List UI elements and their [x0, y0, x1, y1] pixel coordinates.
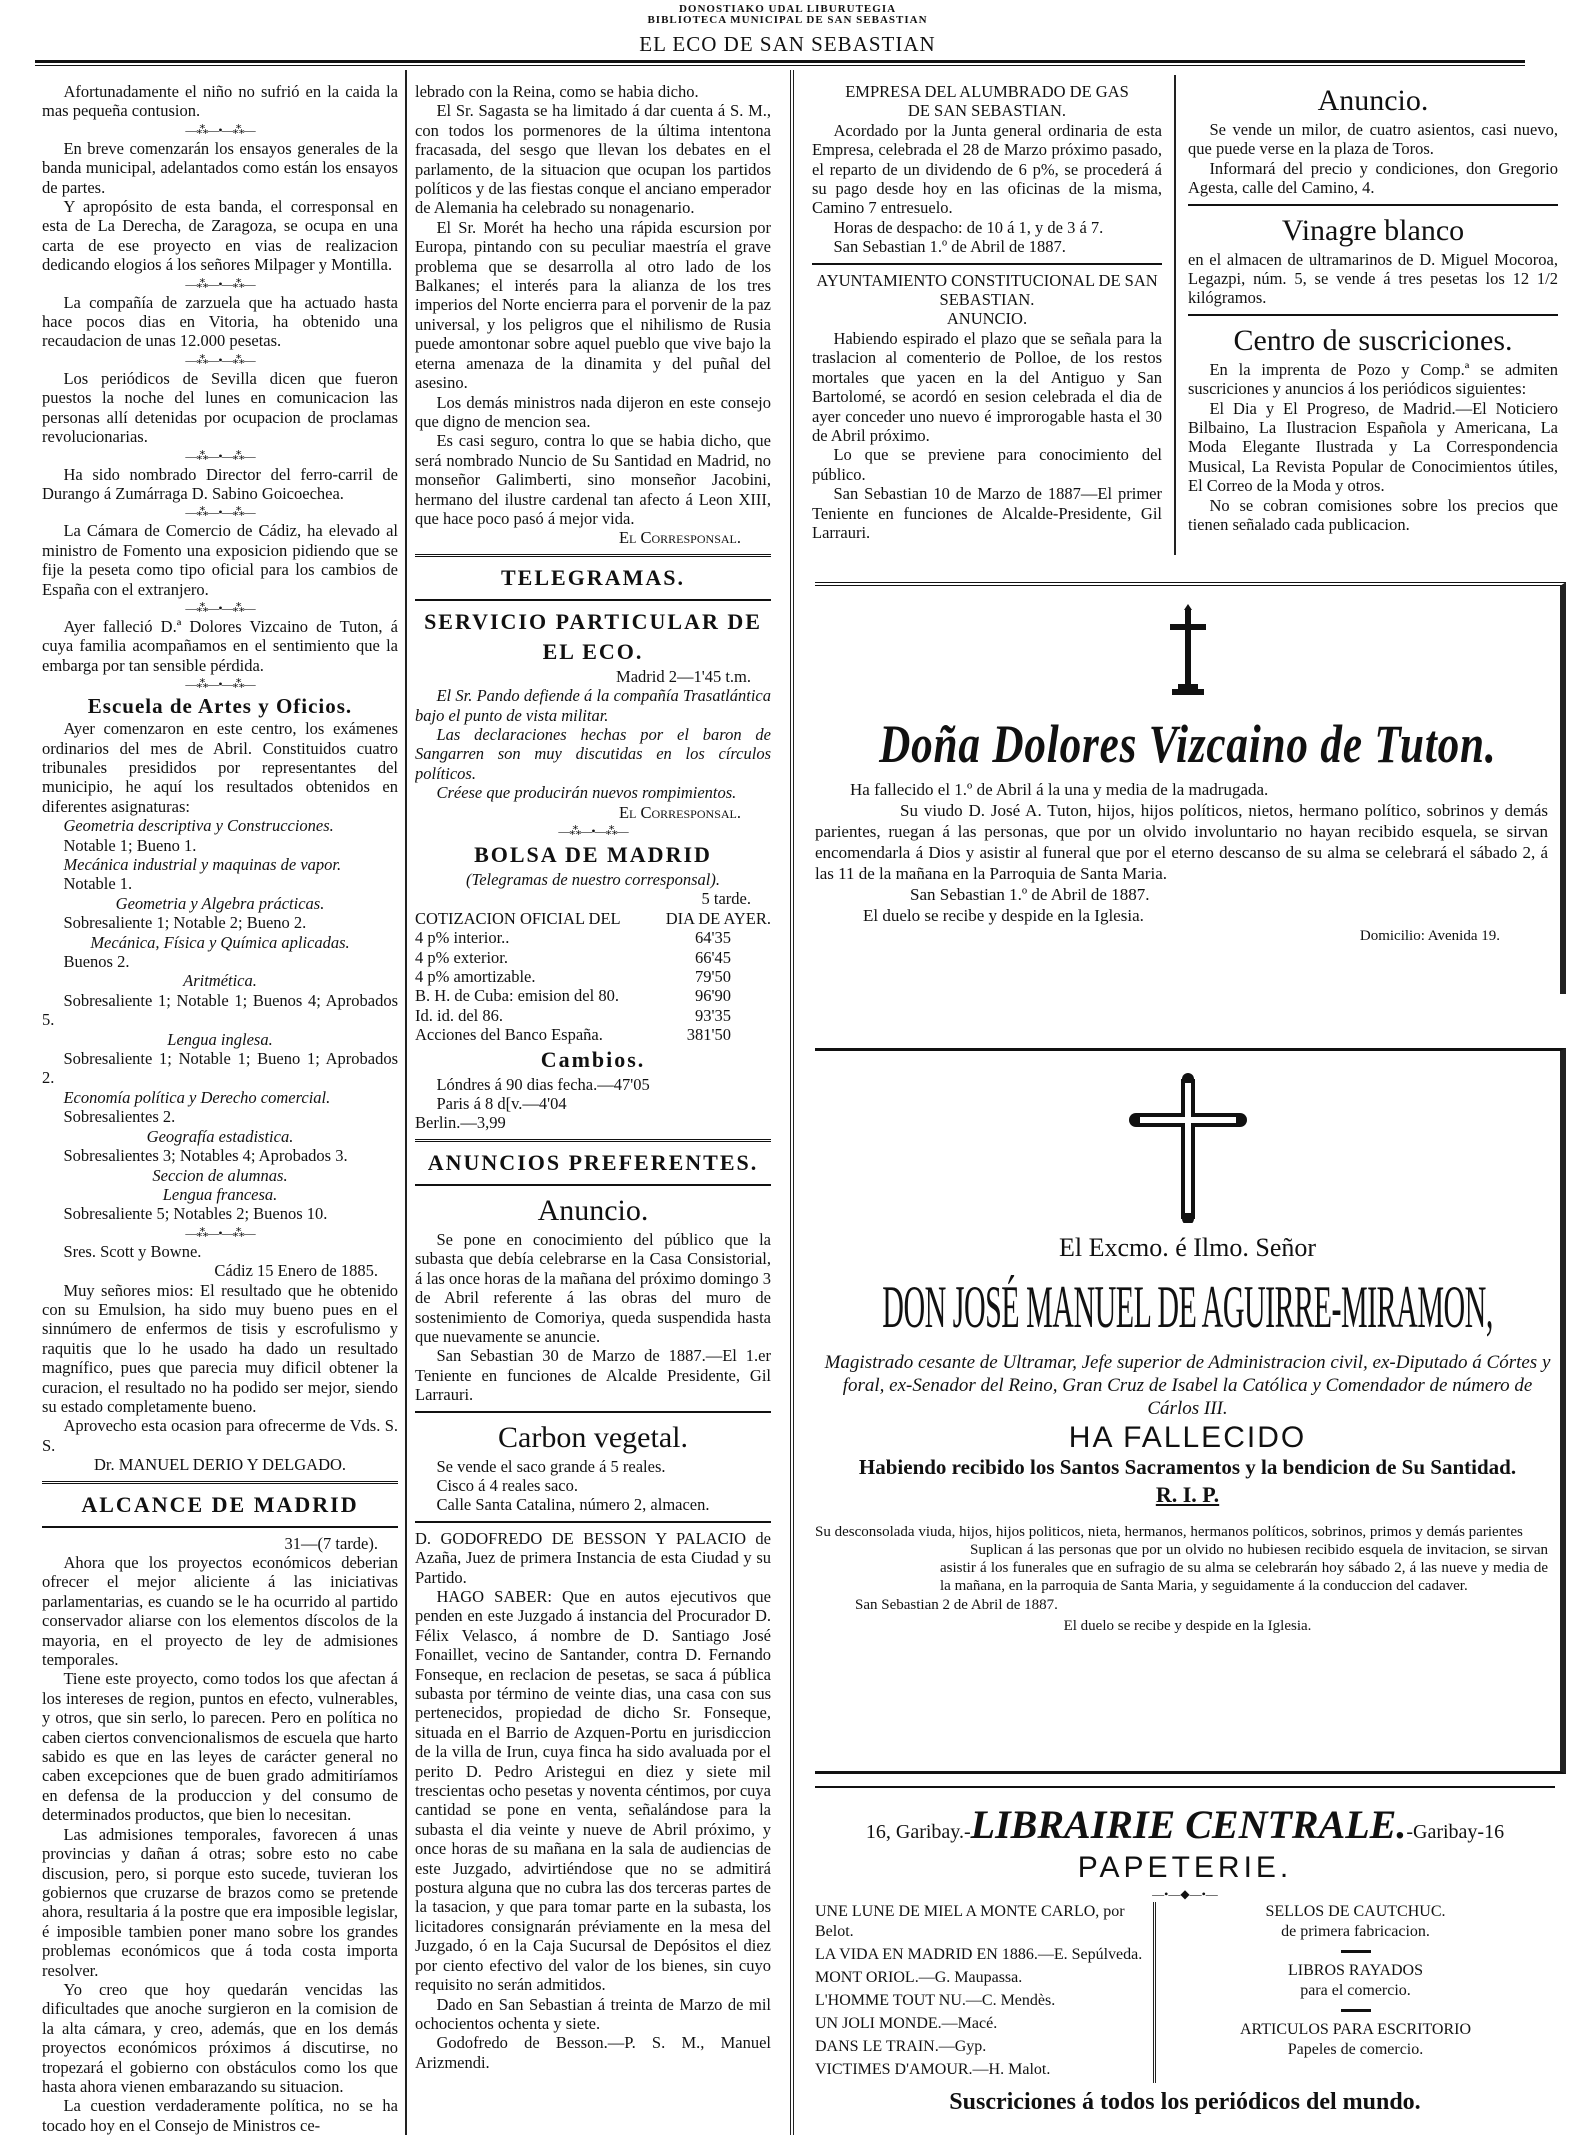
ornament-divider: —⁂—•—⁂—: [185, 600, 255, 615]
paragraph: Aritmética.: [183, 971, 257, 991]
section-heading: Centro de suscriciones.: [1233, 323, 1513, 357]
table-row: [415, 928, 771, 947]
section-heading: Anuncio.: [537, 1193, 649, 1227]
service-sub: para el comercio.: [1300, 1982, 1411, 1999]
section-rule: [415, 1184, 771, 1186]
security-name: Id. id. del 86.: [415, 1005, 503, 1025]
paragraph: lebrado con la Reina, como se habia dicho.: [415, 82, 699, 101]
security-name: 4 p% exterior.: [415, 947, 509, 967]
column-3: [812, 82, 1162, 562]
book-item: LA VIDA EN MADRID EN 1886.—E. Sepúlveda.: [815, 1946, 1143, 1963]
paragraph: Ahora que los proyectos económicos deberian ofrecer el mejor aliciente á las iniciativas parlamentarias, es cuando se le ha ocurrido al partido conservador aliarse con los elementos díscolos de la mayoria, en el proyecto de ley de admisiones temporales.: [42, 1553, 398, 1670]
paragraph: Godofredo de Besson.—P. S. M., Manuel Arizmendi.: [415, 2033, 771, 2072]
column-divider: [790, 70, 794, 2135]
book-item: VICTIMES D'AMOUR.—H. Malot.: [815, 2061, 1051, 2078]
paragraph: San Sebastian 10 de Marzo de 1887—El primer Teniente en funciones de Alcalde-Presidente, Gil Larrauri.: [812, 484, 1162, 542]
section-heading: ALCANCE DE MADRID: [81, 1491, 359, 1517]
paragraph: Sobresaliente 1; Notable 1; Bueno 1; Aprobados 2.: [42, 1049, 398, 1088]
column-4: [1188, 82, 1558, 562]
column-header: COTIZACION OFICIAL DEL: [415, 908, 621, 928]
paragraph: D. GODOFREDO DE BESSON Y PALACIO de Azaña, Juez de primera Instancia de esta Ciudad y su Partido.: [415, 1528, 771, 1587]
section-rule: [812, 263, 1162, 265]
paragraph: Se vende un milor, de cuatro asientos, casi nuevo, que puede verse en la plaza de Toros.: [1188, 120, 1558, 159]
book-item: L'HOMME TOUT NU.—C. Mendès.: [815, 1992, 1056, 2009]
paragraph: 5 tarde.: [701, 889, 751, 909]
paragraph: Aprovecho esta ocasion para ofrecerme de Vds. S. S.: [42, 1416, 398, 1455]
paragraph: Cisco á 4 reales saco.: [436, 1475, 579, 1495]
section-heading: Cambios.: [540, 1046, 646, 1072]
death-date: Ha fallecido el 1.º de Abril á la una y media de la madrugada.: [850, 780, 1269, 799]
paragraph: Dado en San Sebastian á treinta de Marzo de mil ochocientos ochenta y siete.: [415, 1994, 771, 2033]
service-title: LIBROS RAYADOS: [1288, 1962, 1423, 1979]
paragraph: Buenos 2.: [63, 952, 130, 972]
section-heading: ANUNCIOS PREFERENTES.: [427, 1149, 759, 1175]
ornament-divider: —⁂—•—⁂—: [185, 352, 255, 367]
quote-value: 79'50: [695, 967, 731, 987]
column-divider: [1174, 75, 1176, 555]
librairie-header: [815, 1802, 1555, 1848]
quote-value: 66'45: [695, 947, 731, 967]
honorific: El Excmo. é Ilmo. Señor: [1058, 1233, 1317, 1262]
notice-date: San Sebastian 2 de Abril de 1887.: [855, 1597, 1058, 1613]
paragraph: Sobresaliente 5; Notables 2; Buenos 10.: [63, 1204, 328, 1224]
paragraph: Sobresaliente 1; Notable 2; Bueno 2.: [63, 913, 307, 933]
service-item: [1156, 2020, 1555, 2060]
table-row: [415, 1006, 771, 1025]
paragraph: En la imprenta de Pozo y Comp.ª se admiten suscriciones y anuncios á los periódicos siguientes:: [1188, 359, 1558, 399]
book-item: UNE LUNE DE MIEL A MONTE CARLO, por Belot.: [815, 1903, 1125, 1940]
paragraph: Sres. Scott y Bowne.: [63, 1241, 202, 1261]
section-rule: [1188, 314, 1558, 316]
ornament-divider: —⁂—•—⁂—: [185, 505, 255, 520]
family-list: Su desconsolada viuda, hijos, hijos politicos, nieta, hermanos, hermanos políticos, sobrinos, primos y demás parientes: [815, 1524, 1523, 1540]
deceased-name: DON JOSÉ MANUEL DE AGUIRRE-MIRAMON,: [882, 1274, 1493, 1340]
security-name: 4 p% amortizable.: [415, 967, 536, 987]
rip: R. I. P.: [1155, 1482, 1220, 1507]
service-title: ARTICULOS PARA ESCRITORIO: [1239, 2021, 1472, 2038]
paragraph: En breve comenzarán los ensayos generales de la banda municipal, adelantados como están los ensayos de partes.: [42, 138, 398, 197]
paragraph: Sobresaliente 1; Notable 1; Buenos 4; Aprobados 5.: [42, 990, 398, 1030]
paragraph: Cádiz 15 Enero de 1885.: [214, 1261, 378, 1281]
column-divider: [405, 70, 407, 2135]
paragraph: AYUNTAMIENTO CONSTITUCIONAL DE SAN SEBASTIAN.: [816, 270, 1158, 310]
paragraph: Sobresalientes 3; Notables 4; Aprobados 3.: [63, 1146, 348, 1166]
domicilio: Domicilio: Avenida 19.: [1359, 928, 1500, 944]
paragraph: Los demás ministros nada dijeron en este consejo que digno de mencion sea.: [415, 392, 771, 431]
address-left: 16, Garibay.-: [865, 1821, 971, 1843]
paragraph: Economía política y Derecho comercial.: [63, 1087, 331, 1107]
paragraph: No se cobran comisiones sobre los precios que tienen señalado cada publicacion.: [1188, 495, 1558, 535]
table-row: [415, 1025, 771, 1044]
paragraph: El Corresponsal.: [618, 802, 741, 822]
paragraph: La Cámara de Comercio de Cádiz, ha elevado al ministro de Fomento una exposicion pidiendo que se fije la peseta como tipo oficial para los cambios de España con el extranjero.: [42, 521, 398, 599]
stock-quotes-table: [415, 909, 771, 1045]
obituary-dolores-vizcaino: [815, 582, 1566, 994]
paragraph: La compañía de zarzuela que ha actuado hasta hace pocos dias en Vitoria, ha obtenido una recaudacion de unas 12.000 pesetas.: [42, 292, 398, 351]
section-rule: [42, 1526, 398, 1528]
ornament-divider: —•—◆—•—: [1152, 1887, 1218, 1901]
paragraph: Dr. MANUEL DERIO Y DELGADO.: [93, 1455, 347, 1475]
section-heading: Anuncio.: [1317, 84, 1429, 117]
service-title: SELLOS DE CAUTCHUC.: [1265, 1903, 1446, 1920]
paragraph: Se vende el saco grande á 5 reales.: [436, 1456, 666, 1476]
quote-value: 93'35: [695, 1005, 731, 1025]
paragraph: Lengua inglesa.: [167, 1029, 273, 1049]
paragraph: Notable 1; Bueno 1.: [63, 835, 197, 855]
paragraph: Seccion de alumnas.: [152, 1165, 288, 1185]
sacramentos: Habiendo recibido los Santos Sacramentos y la bendicion de Su Santidad.: [858, 1455, 1517, 1479]
cross-icon: [1128, 1073, 1248, 1223]
ornament-divider: —⁂—•—⁂—: [185, 448, 255, 463]
ornament-divider: —⁂—•—⁂—: [185, 122, 255, 137]
paragraph: EMPRESA DEL ALUMBRADO DE GAS: [845, 82, 1129, 101]
paragraph: La cuestion verdaderamente política, no se ha tocado hoy en el Consejo de Ministros ce-: [42, 2096, 398, 2135]
section-heading: Escuela de Artes y Oficios.: [87, 694, 353, 719]
divider: [1341, 1950, 1371, 1953]
book-item: MONT ORIOL.—G. Maupassa.: [815, 1969, 1023, 1986]
section-rule: [415, 1521, 771, 1523]
paragraph: Geometria y Algebra prácticas.: [115, 893, 325, 913]
ornament-divider: —⁂—•—⁂—: [185, 1225, 255, 1240]
paragraph: El Sr. Sagasta se ha limitado á dar cuenta á S. M., con todos los pormenores de la última intentona fracasada, del sesgo que llevan los debates en el parlamento, de la situacion que ocupan los partidos políticos y de las fiestas conque el anciano emperador de Alemania ha celebrado su nonagenario.: [415, 101, 771, 218]
paragraph: Horas de despacho: de 10 á 1, y de 3 á 7.: [833, 217, 1104, 237]
paragraph: Acordado por la Junta general ordinaria de esta Empresa, celebrada el 28 de Marzo próximo pasado, el reparto de un dividendo de 6 p%, se procederá á su pago desde hoy en las oficinas de la misma, Camino 7 entresuelo.: [812, 120, 1162, 218]
notice-date: San Sebastian 1.º de Abril de 1887.: [910, 885, 1150, 904]
paragraph: Créese que producirán nuevos rompimientos.: [436, 783, 737, 803]
service-item: [1156, 1961, 1555, 2012]
duelo-note: El duelo se recibe y despide en la Iglesia.: [1063, 1618, 1312, 1634]
table-row: [415, 967, 771, 986]
paragraph: DE SAN SEBASTIAN.: [907, 101, 1067, 121]
paragraph: Madrid 2—1'45 t.m.: [616, 666, 751, 686]
table-row: [415, 948, 771, 967]
section-heading: TELEGRAMAS.: [501, 564, 685, 590]
quote-value: 381'50: [686, 1025, 731, 1045]
paragraph: en el almacen de ultramarinos de D. Miguel Mocoroa, Legazpi, núm. 5, se vende á tres pesetas los 12 1/2 kilógramos.: [1188, 249, 1558, 308]
service-sub: de primera fabricacion.: [1281, 1923, 1430, 1940]
paragraph: El Sr. Pando defiende á la compañía Trasatlántica bajo el punto de vista militar.: [415, 686, 771, 725]
service-item: [1156, 1902, 1555, 1953]
paragraph: Mecánica, Física y Química aplicadas.: [90, 932, 350, 952]
family-request: Su viudo D. José A. Tuton, hijos, hijos políticos, nietos, hermano político, sobrinos y demás parientes, ruegan á las personas, que por un olvido involuntario no hayan recibido esquela, se sirvan encomendarla á Dios y asistir al funeral que por el eterno descanso de su alma se celebrará el sábado 2, á las 11 de la mañana en la Parroquia de Santa Maria.: [815, 801, 1548, 883]
paragraph: HAGO SABER: Que en autos ejecutivos que penden en este Juzgado á instancia del Procurador D. Félix Velasco, á nombre de D. Santiago José Fonaillet, vecino de Santander, contra D. Fernando Fonseque, en reclacion de pesetas, se saca á pública subasta por término de veinte dias, una casa con sus pertenecidos, propiedad de dicho Sr. Fonseque, situada en el Barrio de Azquen-Portu en jurisdiccion de la villa de Irun, cuya finca ha sido avaluada por el perito D. Pedro Aristegui en diez y siete mil trescientas ocho pesetas y noventa céntimos, por cuya cantidad se pone en venta, señalándose para la subasta el dia veinte y nueve de Abril próximo, y once horas de su mañana en la sala de audiencias de este Juzgado, advirtiéndose que no se admitirá postura alguna que no cubra las dos terceras partes de la tasacion, y que para tomar parte en la subasta, los licitadores consignarán préviamente en la mesa del Juzgado, ó en la Caja Sucursal de Depósitos el diez por ciento efectivo del valor de los bienes, sin cuyo requisito no serán admitidos.: [415, 1586, 771, 1995]
ornament-divider: —⁂—•—⁂—: [558, 824, 628, 838]
duelo-note: El duelo se recibe y despide en la Iglesia.: [863, 906, 1144, 925]
table-header: [415, 909, 771, 928]
subscriptions-footer: Suscriciones á todos los periódicos del mundo.: [949, 2089, 1421, 2115]
paragraph: El Sr. Morét ha hecho una rápida escursion por Europa, pintando con su peculiar maestría el grave problema que se desarrolla al otro lado de los Balkanes; el interés para la alianza de los tres imperios del Norte encierra para el porvenir de la paz universal, y los peligros que el nihilismo de Rusia puede amontonar sobre aquel pueblo que vive bajo la eterna amenaza de la dinamita y del puñal del asesino.: [415, 217, 771, 393]
library-stamp: DONOSTIAKO UDAL LIBURUTEGIA BIBLIOTECA MUNICIPAL DE SAN SEBASTIAN: [647, 3, 928, 26]
paragraph: Notable 1.: [63, 874, 133, 894]
quote-value: 96'90: [695, 986, 731, 1006]
section-heading: Vinagre blanco: [1281, 213, 1465, 247]
paragraph: San Sebastian 30 de Marzo de 1887.—El 1.er Teniente en funciones de Alcalde Presidente, Gil Larrauri.: [415, 1346, 771, 1405]
paragraph: Mecánica industrial y maquinas de vapor.: [63, 855, 342, 874]
paragraph: Lengua francesa.: [162, 1184, 278, 1204]
ha-fallecido: HA FALLECIDO: [1068, 1421, 1307, 1454]
paragraph: 31—(7 tarde).: [284, 1533, 378, 1553]
paragraph: Los periódicos de Sevilla dicen que fueron puestos la noche del lunes en comunicacion las personas allí detenidas por ocupacion de proclamas revolucionarias.: [42, 368, 398, 447]
paragraph: Se pone en conocimiento del público que la subasta que debía celebrarse en la Casa Consistorial, á las once horas de la mañana del próximo domingo 3 de Abril referente á las obras del muro de sostenimiento de Comoriya, queda suspendida hasta que nuevamente se anuncie.: [415, 1229, 771, 1346]
book-item: DANS LE TRAIN.—Gyp.: [815, 2038, 987, 2055]
paragraph: Berlin.—3,99: [415, 1113, 506, 1133]
quote-value: 64'35: [695, 928, 731, 948]
paragraph: Ayer comenzaron en este centro, los exámenes ordinarios del mes de Abril. Constituidos cuatro tribunales presididos por representantes del municipio, he aquí los resultados obtenidos en diferentes asignaturas:: [42, 719, 398, 816]
paragraph: Ayer falleció D.ª Dolores Vizcaino de Tuton, á cuya familia acompañamos en el sentimiento que la embarga por tan sensible pérdida.: [42, 616, 398, 675]
security-name: Acciones del Banco España.: [415, 1025, 603, 1045]
cross-icon: [1158, 604, 1218, 699]
section-heading: BOLSA DE MADRID: [474, 842, 712, 867]
paragraph: Afortunadamente el niño no sufrió en la caida la mas pequeña contusion.: [42, 82, 398, 121]
paragraph: Geografía estadistica.: [146, 1126, 294, 1146]
section-rule: [415, 599, 771, 601]
book-list: [815, 1902, 1156, 2083]
paragraph: (Telegramas de nuestro corresponsal).: [466, 870, 720, 889]
section-rule: [415, 1411, 771, 1413]
ornament-divider: —⁂—•—⁂—: [185, 677, 255, 692]
section-heading: Carbon vegetal.: [498, 1420, 688, 1454]
paragraph: ANUNCIO.: [946, 309, 1028, 329]
obituary-aguirre-miramon: [815, 1048, 1566, 1774]
section-rule: [1188, 204, 1558, 206]
paragraph: Paris á 8 d[v.—4'04: [436, 1094, 567, 1114]
paragraph: Es casi seguro, contra lo que se habia dicho, que será nombrado Nuncio de Su Santidad en Madrid, no monseñor Galimberti, sino monseñor Jacobini, hermano del ilustre cardenal tan afecto á Leon XIII, que hace poco pasó á mejor vida.: [415, 431, 771, 528]
divider: [1341, 2009, 1371, 2012]
security-name: B. H. de Cuba: emision del 80.: [415, 986, 619, 1006]
security-name: 4 p% interior..: [415, 928, 510, 948]
header-rule: [35, 60, 1525, 66]
paragraph: Geometria descriptiva y Construcciones.: [63, 816, 334, 836]
column-2: [415, 82, 771, 2137]
paragraph: Lo que se previene para conocimiento del público.: [812, 445, 1162, 484]
column-1: [42, 82, 398, 2137]
address-right: -Garibay-16: [1406, 1821, 1505, 1843]
column-header: DIA DE AYER.: [665, 908, 771, 928]
paragraph: El Corresponsal.: [618, 528, 741, 548]
section-rule: [415, 1139, 771, 1142]
librairie-name: LIBRAIRIE CENTRALE.: [970, 1802, 1407, 1847]
funeral-request: Suplican á las personas que por un olvido no hubiesen recibido esquela de invitacion, se sirvan asistir á los funerales que en sufragio de su alma se celebrarán hoy sábado 2, á las nueve y media de la mañana, en la parroquia de Santa Maria, y seguidamente á la conduccion del cadaver.: [940, 1542, 1548, 1594]
paragraph: Yo creo que hoy quedarán vencidas las dificultades que anoche surgieron en la comision de la alta cámara, y creo, además, que en los demás proyectos económicos próximos á discutirse, no tropezará el gobierno con obstáculos como los que hasta ahora vienen embarazando su situacion.: [42, 1979, 398, 2096]
paragraph: Muy señores mios: El resultado que he obtenido con su Emulsion, ha sido muy bueno pues en el sinnúmero de enfermos de tisis y escrofulismo y raquitis que lo he usado ha dado un resultado magnífico, pues que parecia muy dificil obtener la curacion, el resultado no ha podido ser mejor, siendo su estado completamente bueno.: [42, 1280, 398, 1416]
paragraph: Ha sido nombrado Director del ferro-carril de Durango á Zumárraga D. Sabino Goicoechea.: [42, 464, 398, 503]
paragraph: Las admisiones temporales, favorecen á unas provincias y dañan á otras; sobre esto no cabe discusion, pero, si porque esto sucede, tuvieran los gobiernos que cruzarse de brazos como se pretende ahora, resultaria á la postre que era imposible legislar, é imposible tambien poner mano sobre los grandes problemas económicos que á toda costa importa resolver.: [42, 1824, 398, 1980]
newspaper-title: EL ECO DE SAN SEBASTIAN: [639, 32, 936, 56]
paragraph: Informará del precio y condiciones, don Gregorio Agesta, calle del Camino, 4.: [1188, 158, 1558, 198]
table-row: [415, 986, 771, 1005]
section-rule: [42, 1481, 398, 1484]
paragraph: Las declaraciones hechas por el baron de Sangarren son muy discutidas en los círculos políticos.: [415, 724, 771, 783]
papeterie: PAPETERIE.: [1077, 1851, 1293, 1884]
section-heading: SERVICIO PARTICULAR DE EL ECO.: [424, 608, 762, 664]
section-rule: [415, 554, 771, 557]
paragraph: Tiene este proyecto, como todos los que afectan á los intereses de region, puntos en efecto, vulnerables, y otros, que sin serlo, lo parecen. Pero en política no caben ciertos convencionalismos de escuela que harto sabido es que en las leyes de carácter general no caben excepciones que de buen grado admitiríamos en defensa de la produccion y del consumo de determinados productos, que bien lo necesitan.: [42, 1669, 398, 1825]
deceased-titles: Magistrado cesante de Ultramar, Jefe superior de Administracion civil, ex-Diputado á Córtes y foral, ex-Senador del Reino, Gran Cruz de Isabel la Católica y Comendador de número de Cárlos III.: [824, 1352, 1551, 1419]
paragraph: Y apropósito de esta banda, el corresponsal en esta de La Derecha, de Zaragoza, se ocupa en una carta de ese proyecto en vias de realizacion dedicando elogios á los señores Milpager y Montilla.: [42, 197, 398, 275]
paragraph: El Dia y El Progreso, de Madrid.—El Noticiero Bilbaino, La Ilustracion Española y Americana, La Moda Elegante Ilustrada y La Correspondencia Musical, La Revista Popular de Conocimientos útiles, El Correo de la Moda y otros.: [1188, 398, 1558, 496]
paragraph: San Sebastian 1.º de Abril de 1887.: [833, 237, 1066, 257]
paragraph: Lóndres á 90 dias fecha.—47'05: [436, 1074, 650, 1094]
ornament-divider: —⁂—•—⁂—: [185, 276, 255, 291]
service-sub: Papeles de comercio.: [1287, 2041, 1424, 2058]
librairie-advert: [815, 1786, 1555, 2117]
book-item: UN JOLI MONDE.—Macé.: [815, 2015, 998, 2032]
paragraph: Calle Santa Catalina, número 2, almacen.: [436, 1495, 710, 1515]
paragraph: Sobresalientes 2.: [63, 1107, 176, 1127]
service-list: [1156, 1902, 1555, 2083]
deceased-name: Doña Dolores Vizcaino de Tuton.: [878, 714, 1497, 774]
paragraph: Habiendo espirado el plazo que se señala para la traslacion al comenterio de Polloe, de los restos mortales que yacen en la del Antiguo y San Bartolomé, se acordó en sesion celebrada el dia de ayer conceder uno nuevo é improrogable hasta el 30 de Abril próximo.: [812, 328, 1162, 445]
